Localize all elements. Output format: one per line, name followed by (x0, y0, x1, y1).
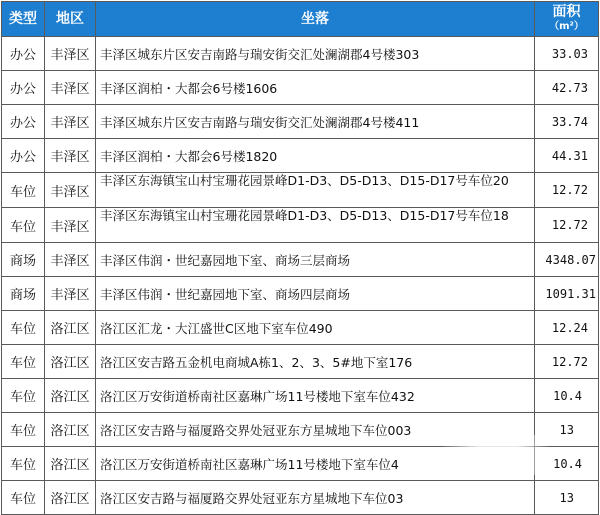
cell-type: 商场 (2, 243, 45, 277)
cell-type: 办公 (2, 105, 45, 139)
cell-district: 洛江区 (45, 413, 96, 447)
cell-type: 办公 (2, 139, 45, 173)
table-row (2, 277, 599, 311)
cell-area: 12.72 (535, 208, 599, 243)
cell-district: 丰泽区 (45, 139, 96, 173)
cell-type: 商场 (2, 277, 45, 311)
table-row (2, 413, 599, 447)
cell-location: 洛江区汇龙・大江盛世C区地下室车位490 (96, 311, 535, 345)
cell-location: 洛江区安吉路与福厦路交界处冠亚东方星城地下车位03 (96, 481, 535, 515)
cell-district: 洛江区 (45, 481, 96, 515)
cell-area: 33.03 (535, 37, 599, 71)
table-row (2, 208, 599, 243)
header-area-unit: （m²） (549, 21, 584, 32)
cell-area: 13 (535, 413, 599, 447)
cell-location: 洛江区安吉路与福厦路交界处冠亚东方星城地下车位003 (96, 413, 535, 447)
table-row (2, 37, 599, 71)
table-row (2, 71, 599, 105)
cell-type: 车位 (2, 379, 45, 413)
cell-district: 丰泽区 (45, 173, 96, 208)
cell-district: 丰泽区 (45, 243, 96, 277)
table-row (2, 311, 599, 345)
table-row (2, 105, 599, 139)
cell-type: 车位 (2, 447, 45, 481)
header-district: 地区 (45, 2, 96, 37)
cell-type: 车位 (2, 345, 45, 379)
cell-type: 车位 (2, 413, 45, 447)
table-row (2, 481, 599, 515)
cell-area: 33.74 (535, 105, 599, 139)
cell-district: 丰泽区 (45, 277, 96, 311)
cell-location: 洛江区万安街道桥南社区嘉琳广场11号楼地下室车位4 (96, 447, 535, 481)
cell-location: 洛江区安吉路五金机电商城A栋1、2、3、5#地下室176 (96, 345, 535, 379)
cell-type: 车位 (2, 311, 45, 345)
cell-type: 办公 (2, 37, 45, 71)
table-header-row (2, 2, 599, 37)
cell-area: 12.72 (535, 173, 599, 208)
cell-district: 丰泽区 (45, 208, 96, 243)
cell-district: 丰泽区 (45, 37, 96, 71)
cell-type: 车位 (2, 173, 45, 208)
header-location: 坐落 (96, 2, 535, 37)
table-row (2, 447, 599, 481)
table-row (2, 173, 599, 208)
cell-location: 丰泽区伟润・世纪嘉园地下室、商场三层商场 (96, 243, 535, 277)
cell-area: 42.73 (535, 71, 599, 105)
cell-location: 丰泽区润柏・大都会6号楼1820 (96, 139, 535, 173)
header-area (535, 2, 599, 37)
cell-area: 1091.31 (535, 277, 599, 311)
cell-type: 办公 (2, 71, 45, 105)
cell-district: 丰泽区 (45, 105, 96, 139)
cell-district: 洛江区 (45, 379, 96, 413)
cell-location: 洛江区万安街道桥南社区嘉琳广场11号楼地下室车位432 (96, 379, 535, 413)
cell-district: 洛江区 (45, 345, 96, 379)
cell-type: 车位 (2, 481, 45, 515)
property-table (1, 1, 599, 515)
header-area-label: 面积 (552, 4, 581, 20)
cell-location: 丰泽区城东片区安吉南路与瑞安街交汇处澜湖郡4号楼303 (96, 37, 535, 71)
cell-area: 10.4 (535, 447, 599, 481)
cell-location: 丰泽区东海镇宝山村宝珊花园景峰D1-D3、D5-D13、D15-D17号车位18 (96, 208, 535, 243)
cell-location: 丰泽区东海镇宝山村宝珊花园景峰D1-D3、D5-D13、D15-D17号车位20 (96, 173, 535, 208)
cell-type: 车位 (2, 208, 45, 243)
table-row (2, 139, 599, 173)
table-row (2, 379, 599, 413)
cell-location: 丰泽区城东片区安吉南路与瑞安街交汇处澜湖郡4号楼411 (96, 105, 535, 139)
cell-area: 12.24 (535, 311, 599, 345)
cell-area: 44.31 (535, 139, 599, 173)
cell-area: 4348.07 (535, 243, 599, 277)
header-type: 类型 (2, 2, 45, 37)
cell-district: 洛江区 (45, 447, 96, 481)
cell-area: 10.4 (535, 379, 599, 413)
cell-location: 丰泽区伟润・世纪嘉园地下室、商场四层商场 (96, 277, 535, 311)
table-row (2, 243, 599, 277)
cell-area: 13 (535, 481, 599, 515)
cell-district: 洛江区 (45, 311, 96, 345)
cell-area: 12.72 (535, 345, 599, 379)
table-row (2, 345, 599, 379)
cell-district: 丰泽区 (45, 71, 96, 105)
cell-location: 丰泽区润柏・大都会6号楼1606 (96, 71, 535, 105)
